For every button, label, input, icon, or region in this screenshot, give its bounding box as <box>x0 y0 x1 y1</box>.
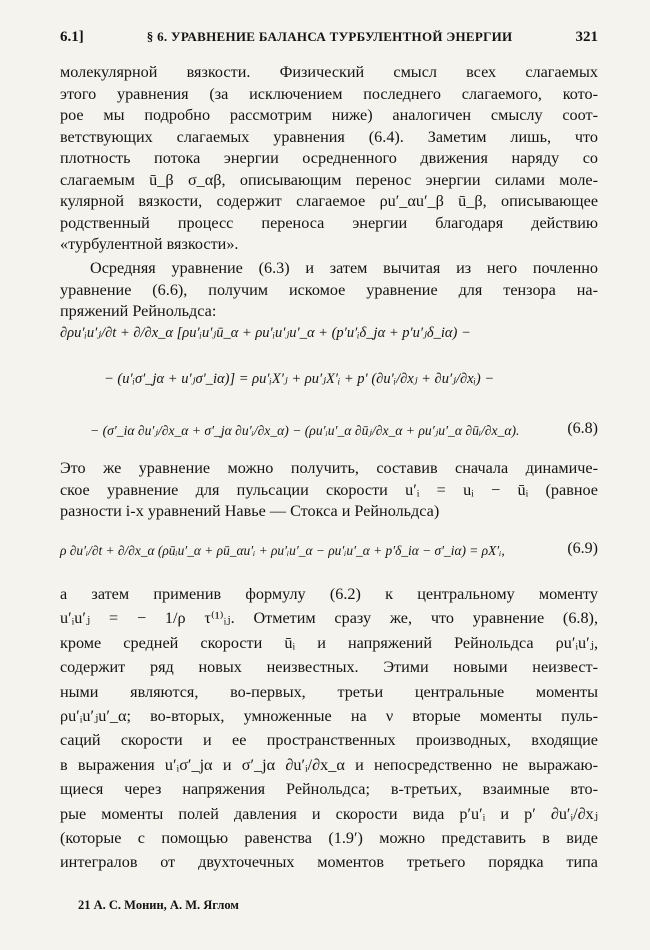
text-line: (которые с помощью равенства (1.9′) можно представить в виде <box>60 829 598 848</box>
text-line: слагаемым ū_β σ_αβ, описывающим перенос энергии силами моле- <box>60 170 598 189</box>
text-line: молекулярной вязкости. Физический смысл всех слагаемых <box>60 63 598 81</box>
text-line: Осредняя уравнение (6.3) и затем вычитая из него почленно <box>90 259 598 277</box>
text-line: кулярной вязкости, содержит слагаемое ρu′_αu′_β ū_β, описывающее <box>60 192 598 210</box>
text-line: уравнение (6.6), получим искомое уравнение для тензора на- <box>60 280 598 299</box>
text-line: «турбулентной вязкости». <box>60 235 239 253</box>
text-line: этого уравнения (за исключением последнего слагаемого, кото- <box>60 84 598 103</box>
text-line: кроме средней скорости ūᵢ и напряжений Рейнольдса ρu′ᵢu′ⱼ, <box>60 633 598 652</box>
text-line: ными являются, во-первых, третьи центральные моменты <box>60 682 598 701</box>
page-footer-signature: 21 А. С. Монин, А. М. Яглом <box>78 898 239 912</box>
text-line: интегралов от двухточечных моментов третьего порядка типа <box>60 853 598 872</box>
text-line: ρu′ᵢu′ⱼu′_α; во-вторых, умноженные на ν вторые моменты пуль- <box>60 707 598 726</box>
equation-number: (6.9) <box>567 540 598 557</box>
paragraph-4 <box>60 582 598 875</box>
text-line: u′ᵢu′ⱼ = − 1/ρ τ⁽¹⁾ᵢⱼ. Отметим сразу же, что уравнение (6.8), <box>60 609 598 628</box>
equation-6-8-line-3: − (σ′_iα ∂u′ⱼ/∂x_α + σ′_jα ∂u′ᵢ/∂x_α) − (ρu′ᵢu′_α ∂ūⱼ/∂x_α + ρu′ⱼu′_α ∂ūᵢ/∂x_α). <box>90 423 520 438</box>
text-line: разности i-х уравнений Навье — Стокса и Рейнольдса) <box>60 502 440 520</box>
text-line: родственный процесс переноса энергии благодаря действию <box>60 213 598 232</box>
text-line: ское уравнение для пульсации скорости u′ᵢ = uᵢ − ūᵢ (равное <box>60 480 598 499</box>
running-title: § 6. УРАВНЕНИЕ БАЛАНСА ТУРБУЛЕНТНОЙ ЭНЕРГИИ <box>146 29 513 44</box>
text-line: рые моменты полей давления и скорости вида p′u′ᵢ и p′ ∂u′ᵢ/∂xⱼ <box>60 804 598 823</box>
text-line: саций скорости и ее пространственных производных, входящие <box>60 731 598 750</box>
text-line: ветствующих слагаемых уравнения (6.4). Заметим лишь, что <box>60 127 598 146</box>
paragraph-3 <box>60 458 598 523</box>
page-header <box>60 29 598 46</box>
equation-number: (6.8) <box>567 420 598 437</box>
text-line: плотность потока энергии осредненного движения наряду со <box>60 149 598 167</box>
page-number: 321 <box>575 29 598 45</box>
text-line: пряжений Рейнольдса: <box>60 302 217 320</box>
text-line: рое мы подробно рассмотрим ниже) аналогичен смыслу соот- <box>60 106 598 124</box>
equation-6-9: ρ ∂u′ᵢ/∂t + ∂/∂x_α (ρūᵢu′_α + ρū_αu′ᵢ + ρu′ᵢu′_α − ρu′ᵢu′_α + p′δ_iα − σ′_iα) = ρX′ᵢ, <box>60 543 505 558</box>
equation-6-8-line-1: ∂ρu′ᵢu′ⱼ/∂t + ∂/∂x_α [ρu′ᵢu′ⱼū_α + ρu′ᵢu′ⱼu′_α + (p′u′ᵢδ_jα + p′u′ⱼδ_iα) − <box>60 325 471 341</box>
text-line: в выражения u′ᵢσ′_jα и σ′_jα ∂u′ᵢ/∂x_α и непосредственно не выражаю- <box>60 755 598 774</box>
text-line: щиеся через напряжения Рейнольдса; в-третьих, взаимные вто- <box>60 780 598 799</box>
text-line: Это же уравнение можно получить, составив сначала динамиче- <box>60 459 598 477</box>
section-number: 6.1] <box>60 29 84 45</box>
text-line: содержит ряд новых неизвестных. Этими новыми неизвест- <box>60 658 598 677</box>
paragraph-1 <box>60 62 598 256</box>
equation-6-8-line-2: − (u′ᵢσ′_jα + u′ⱼσ′_iα)] = ρu′ᵢX′ⱼ + ρu′ⱼX′ᵢ + p′ (∂u′ᵢ/∂xⱼ + ∂u′ⱼ/∂xᵢ) − <box>104 371 495 387</box>
text-line: а затем применив формулу (6.2) к центральному моменту <box>60 585 598 603</box>
paragraph-2 <box>60 258 598 323</box>
